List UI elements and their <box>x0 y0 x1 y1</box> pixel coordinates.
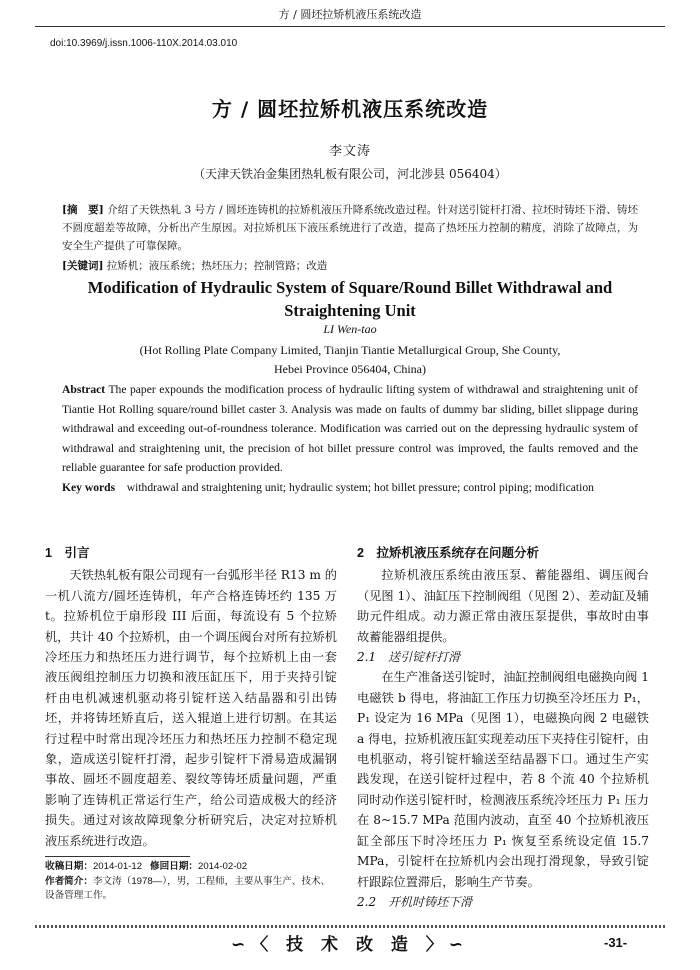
footer-dotted-rule <box>35 925 665 928</box>
affiliation-cn: （天津天铁冶金集团热轧板有限公司，河北涉县 056404） <box>193 167 507 181</box>
author-cn: 李文涛 <box>328 144 371 159</box>
abstract-cn <box>62 201 638 255</box>
received-label: 收稿日期： <box>45 861 93 872</box>
section-2-1-paragraph: 在生产准备送引锭时，油缸控制阀组电磁换向阀 1 电磁铁 b 得电，将油缸工作压力切换至冷坯压力 P₁，P₁ 设定为 16 MPa（见图 1），电磁换向阀 2 电磁铁 a 得电，拉矫机液压缸实现差动压下夹持住引锭杆，由电机驱动，将引锭杆输送至结晶器下口。通过生产实践发现，在送引锭杆过程中，若 8 个流 40 个拉矫机同时动作送引锭杆时，检测液压系统冷坯压力 P₁ 压力在 8~15.7 MPa 范围内波动，直至 40 个拉矫机液压缸全部压下时冷坯压力 P₁ 恢复至系统设定值 15.7 MPa，引锭杆在拉矫机内会出现打滑现象，导致引锭杆跟踪位置滞后，影响生产节奏。 <box>357 670 649 889</box>
author-bio: 李文涛（1978—），男，工程师，主要从事生产、技术、设备管理工作。 <box>45 875 331 901</box>
keywords-cn-label: [关键词] <box>62 260 104 272</box>
title-en: Modification of Hydraulic System of Square/Round Billet Withdrawal and Straightening Unit <box>87 278 613 320</box>
section-2-paragraph: 拉矫机液压系统由液压泵、蓄能器组、调压阀台（见图 1）、油缸压下控制阀组（见图 2）、差动缸及辅助元件组成。动力源正常由液压泵提供，事故时由事故蓄能器组提供。 <box>357 568 649 644</box>
abstract-cn-text: 介绍了天铁热轧 3 号方 / 圆坯连铸机的拉矫机液压升降系统改造过程。针对送引锭杆打滑、拉坯时铸坯下滑、铸坯不圆度超差等故障，分析出产生原因。对拉矫机压下液压系统进行了改造，提高了热坯压力控制的精度，消除了故障点，为安全生产提供了可靠保障。 <box>62 204 638 252</box>
header-rule <box>35 26 665 27</box>
left-column <box>45 543 337 851</box>
received-date: 2014-01-12 <box>92 861 143 872</box>
revised-date: 2014-02-02 <box>198 861 248 872</box>
abstract-cn-label: [摘 要] <box>62 204 104 216</box>
section-2-heading: 2 拉矫机液压系统存在问题分析 <box>357 546 539 560</box>
footnote <box>45 860 337 904</box>
keywords-cn-text: 拉矫机；液压系统；热坯压力；控制管路；改造 <box>106 260 328 272</box>
keywords-en-label: Key words <box>62 481 116 494</box>
footnote-rule <box>45 856 190 857</box>
author-en: LI Wen-tao <box>323 322 377 336</box>
section-2-2-heading: 2.2 开机时铸坯下滑 <box>357 894 473 909</box>
keywords-cn <box>62 257 638 275</box>
keywords-en <box>62 478 638 498</box>
title-cn: 方 / 圆坯拉矫机液压系统改造 <box>211 97 489 121</box>
section-2-1-heading: 2.1 送引锭杆打滑 <box>357 650 461 665</box>
abstract-en <box>62 380 638 478</box>
affiliation-en <box>0 341 700 379</box>
section-1-paragraph: 天铁热轧板有限公司现有一台弧形半径 R13 m 的一机八流方/圆坯连铸机，年产合格连铸坯约 135 万 t。拉矫机位于扇形段 III 后面，每流设有 5 个拉矫机，共计 40 个拉矫机，由一个调压阀台对所有拉矫机冷坯压力和热坯压力进行调节，每个拉矫机上由一套液压阀组控制压力切换和液压缸压下，用于夹持引锭杆由电机减速机驱动将引锭杆送入结晶器和引出铸坯，并将铸坯矫直后，送入辊道上进行切割。在其运行过程中时常出现冷坯压力和热坯压力控制不稳定现象，造成送引锭杆打滑，起步引锭杆下滑易造成漏钢事故、圆坯不圆度超差、裂纹等铸坯质量问题，严重影响了连铸机正常运行生产，给公司造成极大的经济损失。通过对该故障现象分析研究后，决定对拉矫机液压系统进行改造。 <box>45 568 337 848</box>
right-column <box>357 543 649 912</box>
keywords-en-text: withdrawal and straightening unit; hydraulic system; hot billet pressure; control piping; modification <box>126 481 594 494</box>
page-number: -31- <box>604 935 628 950</box>
abstract-en-label: Abstract <box>62 383 106 396</box>
footer-column-title: ∽〈 技 术 改 造 〉∽ <box>230 935 470 955</box>
revised-label: 修回日期： <box>150 861 199 872</box>
affiliation-en-line-2: Hebei Province 056404, China) <box>274 362 426 376</box>
author-bio-label: 作者简介： <box>45 875 93 887</box>
abstract-en-text: The paper expounds the modification process of hydraulic lifting system of withdrawal and straightening unit of Tiantie Hot Rolling square/round billet caster 3. Analysis was made on faults of dummy bar sliding, billet slippage during withdrawal and exceeding out-of-roundness tolerance. Modification was carried out on the depressing hydraulic system of withdrawal and straightening unit, the precision of hot billet pressure control was improved, the faults removed and the reliable guarantee for safe production provided. <box>62 383 638 474</box>
section-1-heading: 1 引言 <box>45 546 90 560</box>
running-head: 方 / 圆坯拉矫机液压系统改造 <box>278 8 422 21</box>
affiliation-en-line-1: (Hot Rolling Plate Company Limited, Tianjin Tiantie Metallurgical Group, She County, <box>139 343 561 357</box>
doi: doi:10.3969/j.issn.1006-110X.2014.03.010 <box>50 38 238 49</box>
